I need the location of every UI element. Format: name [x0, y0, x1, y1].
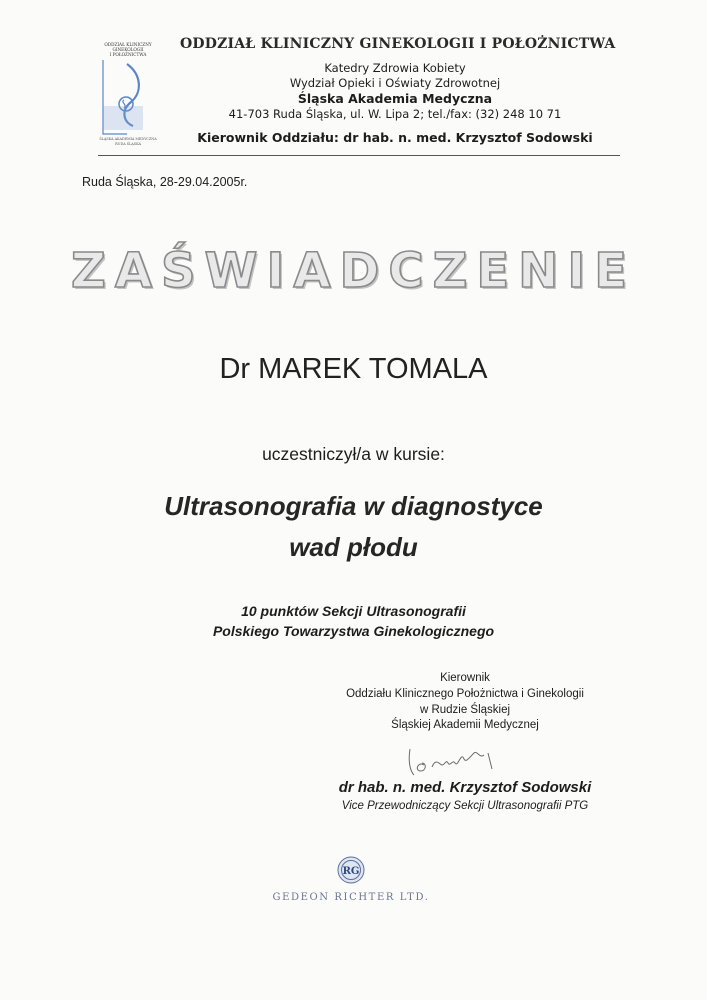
svg-text:I POŁOŻNICTWA: I POŁOŻNICTWA — [109, 52, 147, 57]
place-and-date: Ruda Śląska, 28-29.04.2005r. — [82, 175, 248, 189]
gedeon-richter-logo-icon — [337, 856, 365, 884]
participation-text: uczestniczył/a w kursie: — [262, 444, 445, 464]
signatory-name: dr hab. n. med. Krzysztof Sodowski — [338, 779, 592, 796]
course-title-line2: wad płodu — [289, 532, 418, 562]
sponsor-name: GEDEON RICHTER LTD. — [272, 892, 430, 903]
department-title: ODDZIAŁ KLINICZNY GINEKOLOGII I POŁOŻNICTWA — [180, 36, 616, 52]
signatory-role: Vice Przewodniczący Sekcji Ultrasonografii PTG — [341, 800, 589, 812]
letterhead-chair: Katedry Zdrowia Kobiety — [324, 61, 466, 75]
recipient-name: Dr MAREK TOMALA — [219, 353, 488, 385]
letterhead-university: Śląska Akademia Medyczna — [297, 91, 493, 106]
svg-text:ODDZIAŁ KLINICZNY: ODDZIAŁ KLINICZNY — [104, 42, 152, 47]
letterhead-head-of-department: Kierownik Oddziału: dr hab. n. med. Krzysztof Sodowski — [197, 130, 593, 145]
letterhead-faculty: Wydział Opieki i Oświaty Zdrowotnej — [289, 76, 501, 90]
credit-points-line1: 10 punktów Sekcji Ultrasonografii — [241, 603, 466, 619]
signatory-university: Śląskiej Akademii Medycznej — [391, 719, 539, 731]
svg-text:GINEKOLOGII: GINEKOLOGII — [112, 47, 144, 52]
svg-text:RUDA ŚLĄSKA: RUDA ŚLĄSKA — [115, 142, 141, 146]
letterhead-divider — [98, 155, 620, 156]
institution-logo-icon — [97, 40, 159, 148]
handwritten-signature — [402, 735, 512, 785]
document-title: ZAŚWIADCZENIE — [71, 243, 636, 299]
signatory-position: Kierownik — [440, 672, 490, 684]
sponsor-monogram: RG — [342, 866, 360, 877]
signatory-department: Oddziału Klinicznego Położnictwa i Ginekologii — [346, 688, 584, 700]
course-title-line1: Ultrasonografia w diagnostyce — [164, 491, 543, 521]
signatory-city: w Rudzie Śląskiej — [419, 704, 511, 716]
letterhead-address: 41-703 Ruda Śląska, ul. W. Lipa 2; tel./fax: (32) 248 10 71 — [228, 107, 562, 121]
svg-text:ŚLĄSKA AKADEMIA MEDYCZNA: ŚLĄSKA AKADEMIA MEDYCZNA — [99, 137, 157, 141]
credit-points-line2: Polskiego Towarzystwa Ginekologicznego — [212, 623, 495, 639]
